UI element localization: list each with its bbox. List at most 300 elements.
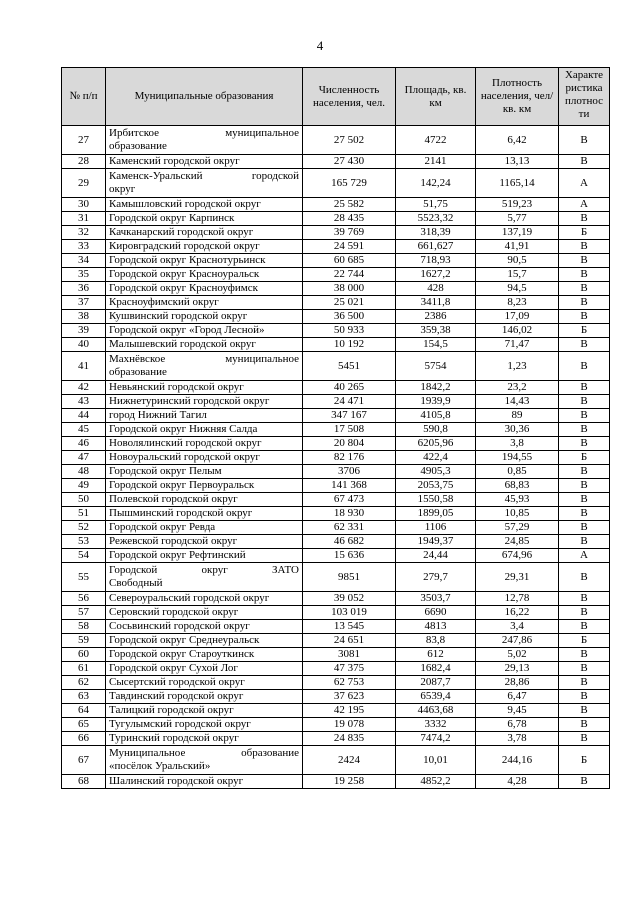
row-number-cell: 36 <box>62 282 106 296</box>
table-row <box>62 521 610 535</box>
area-cell: 3503,7 <box>396 592 476 606</box>
density-cell: 10,85 <box>476 507 559 521</box>
characteristic-cell: В <box>559 648 610 662</box>
area-cell: 359,38 <box>396 324 476 338</box>
row-number-cell: 60 <box>62 648 106 662</box>
table-row <box>62 126 610 155</box>
population-cell: 50 933 <box>303 324 396 338</box>
header-characteristic: Характе ристика плотнос ти <box>559 68 610 126</box>
municipality-name-cell <box>106 169 303 198</box>
row-number-cell: 46 <box>62 437 106 451</box>
density-cell: 16,22 <box>476 606 559 620</box>
characteristic-cell: В <box>559 240 610 254</box>
density-cell: 3,4 <box>476 620 559 634</box>
row-number-cell: 49 <box>62 479 106 493</box>
density-cell: 0,85 <box>476 465 559 479</box>
table-row <box>62 775 610 789</box>
municipality-name-line-1: Ирбитское муниципальное <box>109 127 299 139</box>
table-body <box>62 126 610 789</box>
header-population: Численность населения, чел. <box>303 68 396 126</box>
municipality-name-cell: Городской округ Нижняя Салда <box>106 423 303 437</box>
density-cell: 29,31 <box>476 563 559 592</box>
municipality-name-cell: Кушвинский городской округ <box>106 310 303 324</box>
population-cell: 2424 <box>303 746 396 775</box>
density-cell: 5,02 <box>476 648 559 662</box>
municipality-name-cell: Новоуральский городской округ <box>106 451 303 465</box>
characteristic-cell: В <box>559 409 610 423</box>
row-number-cell: 44 <box>62 409 106 423</box>
row-number-cell: 38 <box>62 310 106 324</box>
population-cell: 5451 <box>303 352 396 381</box>
density-cell: 9,45 <box>476 704 559 718</box>
row-number-cell: 65 <box>62 718 106 732</box>
area-cell: 6690 <box>396 606 476 620</box>
density-cell: 29,13 <box>476 662 559 676</box>
density-cell: 14,43 <box>476 395 559 409</box>
municipality-name-cell: Красноуфимский округ <box>106 296 303 310</box>
characteristic-cell: В <box>559 212 610 226</box>
density-cell: 247,86 <box>476 634 559 648</box>
density-cell: 12,78 <box>476 592 559 606</box>
density-cell: 57,29 <box>476 521 559 535</box>
row-number-cell: 52 <box>62 521 106 535</box>
density-cell: 15,7 <box>476 268 559 282</box>
characteristic-cell: В <box>559 338 610 352</box>
row-number-cell: 48 <box>62 465 106 479</box>
population-cell: 10 192 <box>303 338 396 352</box>
density-cell: 3,78 <box>476 732 559 746</box>
row-number-cell: 35 <box>62 268 106 282</box>
population-cell: 62 331 <box>303 521 396 535</box>
area-cell: 1106 <box>396 521 476 535</box>
table-row <box>62 155 610 169</box>
characteristic-cell: В <box>559 493 610 507</box>
table-row <box>62 606 610 620</box>
table-row <box>62 549 610 563</box>
density-cell: 1,23 <box>476 352 559 381</box>
header-area: Площадь, кв. км <box>396 68 476 126</box>
characteristic-cell: В <box>559 126 610 155</box>
population-cell: 37 623 <box>303 690 396 704</box>
density-cell: 146,02 <box>476 324 559 338</box>
municipality-name-cell: Городской округ Рефтинский <box>106 549 303 563</box>
row-number-cell: 41 <box>62 352 106 381</box>
area-cell: 6205,96 <box>396 437 476 451</box>
density-cell: 94,5 <box>476 282 559 296</box>
population-cell: 141 368 <box>303 479 396 493</box>
population-cell: 62 753 <box>303 676 396 690</box>
density-cell: 1165,14 <box>476 169 559 198</box>
table-row <box>62 690 610 704</box>
characteristic-cell: В <box>559 690 610 704</box>
characteristic-cell: Б <box>559 634 610 648</box>
table-row <box>62 296 610 310</box>
municipality-name-cell: Тугулымский городской округ <box>106 718 303 732</box>
area-cell: 718,93 <box>396 254 476 268</box>
population-cell: 17 508 <box>303 423 396 437</box>
characteristic-cell: В <box>559 521 610 535</box>
header-municipality: Муниципальные образования <box>106 68 303 126</box>
density-cell: 45,93 <box>476 493 559 507</box>
characteristic-cell: В <box>559 155 610 169</box>
municipality-name-cell: Сысертский городской округ <box>106 676 303 690</box>
characteristic-cell: В <box>559 592 610 606</box>
density-cell: 23,2 <box>476 381 559 395</box>
population-cell: 27 502 <box>303 126 396 155</box>
municipality-name-cell <box>106 563 303 592</box>
characteristic-cell: А <box>559 549 610 563</box>
population-cell: 42 195 <box>303 704 396 718</box>
table-row <box>62 465 610 479</box>
area-cell: 1550,58 <box>396 493 476 507</box>
characteristic-cell: В <box>559 718 610 732</box>
table-row <box>62 310 610 324</box>
municipality-name-cell: Качканарский городской округ <box>106 226 303 240</box>
characteristic-cell: В <box>559 254 610 268</box>
characteristic-cell: Б <box>559 451 610 465</box>
municipality-name-cell <box>106 126 303 155</box>
density-cell: 89 <box>476 409 559 423</box>
municipality-name-cell: Малышевский городской округ <box>106 338 303 352</box>
characteristic-cell: А <box>559 169 610 198</box>
population-cell: 40 265 <box>303 381 396 395</box>
municipality-name-cell: Городской округ Красноуфимск <box>106 282 303 296</box>
density-cell: 13,13 <box>476 155 559 169</box>
characteristic-cell: В <box>559 395 610 409</box>
row-number-cell: 34 <box>62 254 106 268</box>
population-cell: 67 473 <box>303 493 396 507</box>
municipality-name-line-2: «посёлок Уральский» <box>109 760 211 772</box>
characteristic-cell: Б <box>559 226 610 240</box>
area-cell: 142,24 <box>396 169 476 198</box>
table-row <box>62 592 610 606</box>
table-row <box>62 634 610 648</box>
area-cell: 1842,2 <box>396 381 476 395</box>
area-cell: 5523,32 <box>396 212 476 226</box>
area-cell: 7474,2 <box>396 732 476 746</box>
area-cell: 4463,68 <box>396 704 476 718</box>
row-number-cell: 54 <box>62 549 106 563</box>
population-cell: 3706 <box>303 465 396 479</box>
population-cell: 28 435 <box>303 212 396 226</box>
characteristic-cell: В <box>559 676 610 690</box>
density-cell: 68,83 <box>476 479 559 493</box>
area-cell: 2087,7 <box>396 676 476 690</box>
table-row <box>62 169 610 198</box>
table-row <box>62 395 610 409</box>
table-row <box>62 507 610 521</box>
area-cell: 154,5 <box>396 338 476 352</box>
characteristic-cell: В <box>559 563 610 592</box>
area-cell: 1899,05 <box>396 507 476 521</box>
table-row <box>62 648 610 662</box>
municipality-name-cell: Городской округ Среднеуральск <box>106 634 303 648</box>
row-number-cell: 50 <box>62 493 106 507</box>
table-row <box>62 254 610 268</box>
table-row <box>62 198 610 212</box>
density-cell: 519,23 <box>476 198 559 212</box>
table-header-row <box>62 68 610 126</box>
area-cell: 4905,3 <box>396 465 476 479</box>
table-row <box>62 704 610 718</box>
area-cell: 428 <box>396 282 476 296</box>
municipality-name-cell: Каменский городской округ <box>106 155 303 169</box>
characteristic-cell: В <box>559 296 610 310</box>
municipality-name-line-2: Свободный <box>109 577 163 589</box>
population-cell: 24 651 <box>303 634 396 648</box>
municipality-name-line-1: Махнёвское муниципальное <box>109 353 299 365</box>
population-cell: 165 729 <box>303 169 396 198</box>
row-number-cell: 61 <box>62 662 106 676</box>
table-row <box>62 746 610 775</box>
table-row <box>62 268 610 282</box>
area-cell: 1627,2 <box>396 268 476 282</box>
density-cell: 41,91 <box>476 240 559 254</box>
municipality-name-cell: Городской округ Первоуральск <box>106 479 303 493</box>
row-number-cell: 64 <box>62 704 106 718</box>
table-row <box>62 620 610 634</box>
municipality-name-cell: Городской округ Сухой Лог <box>106 662 303 676</box>
area-cell: 661,627 <box>396 240 476 254</box>
characteristic-cell: В <box>559 381 610 395</box>
area-cell: 5754 <box>396 352 476 381</box>
row-number-cell: 63 <box>62 690 106 704</box>
area-cell: 4722 <box>396 126 476 155</box>
municipality-name-line-1: Каменск-Уральский городской <box>109 170 299 182</box>
population-cell: 103 019 <box>303 606 396 620</box>
area-cell: 612 <box>396 648 476 662</box>
municipality-name-cell: Городской округ Пелым <box>106 465 303 479</box>
characteristic-cell: В <box>559 620 610 634</box>
density-cell: 674,96 <box>476 549 559 563</box>
density-cell: 137,19 <box>476 226 559 240</box>
row-number-cell: 42 <box>62 381 106 395</box>
municipality-name-cell: Городской округ Карпинск <box>106 212 303 226</box>
municipality-name-cell: Серовский городской округ <box>106 606 303 620</box>
municipality-name-cell: город Нижний Тагил <box>106 409 303 423</box>
population-cell: 3081 <box>303 648 396 662</box>
characteristic-cell: В <box>559 310 610 324</box>
municipality-name-cell: Камышловский городской округ <box>106 198 303 212</box>
area-cell: 1949,37 <box>396 535 476 549</box>
municipality-name-cell: Городской округ Староуткинск <box>106 648 303 662</box>
row-number-cell: 39 <box>62 324 106 338</box>
density-cell: 4,28 <box>476 775 559 789</box>
density-cell: 3,8 <box>476 437 559 451</box>
characteristic-cell: В <box>559 282 610 296</box>
municipality-name-cell: Невьянский городской округ <box>106 381 303 395</box>
table-row <box>62 437 610 451</box>
row-number-cell: 32 <box>62 226 106 240</box>
table-row <box>62 732 610 746</box>
area-cell: 318,39 <box>396 226 476 240</box>
population-cell: 19 258 <box>303 775 396 789</box>
characteristic-cell: В <box>559 775 610 789</box>
table-row <box>62 493 610 507</box>
area-cell: 83,8 <box>396 634 476 648</box>
header-density: Плотность населения, чел/ кв. км <box>476 68 559 126</box>
table-row <box>62 479 610 493</box>
characteristic-cell: В <box>559 732 610 746</box>
population-cell: 347 167 <box>303 409 396 423</box>
density-cell: 6,47 <box>476 690 559 704</box>
row-number-cell: 55 <box>62 563 106 592</box>
municipality-name-line-2: округ <box>109 183 136 195</box>
area-cell: 422,4 <box>396 451 476 465</box>
density-cell: 5,77 <box>476 212 559 226</box>
characteristic-cell: Б <box>559 324 610 338</box>
population-cell: 82 176 <box>303 451 396 465</box>
density-cell: 194,55 <box>476 451 559 465</box>
municipality-name-cell <box>106 746 303 775</box>
row-number-cell: 57 <box>62 606 106 620</box>
population-cell: 39 052 <box>303 592 396 606</box>
row-number-cell: 58 <box>62 620 106 634</box>
area-cell: 3411,8 <box>396 296 476 310</box>
characteristic-cell: В <box>559 606 610 620</box>
density-cell: 6,78 <box>476 718 559 732</box>
population-cell: 18 930 <box>303 507 396 521</box>
area-cell: 51,75 <box>396 198 476 212</box>
municipality-name-cell <box>106 352 303 381</box>
row-number-cell: 27 <box>62 126 106 155</box>
characteristic-cell: В <box>559 423 610 437</box>
table-row <box>62 226 610 240</box>
municipality-name-cell: Тавдинский городской округ <box>106 690 303 704</box>
density-cell: 24,85 <box>476 535 559 549</box>
row-number-cell: 29 <box>62 169 106 198</box>
row-number-cell: 59 <box>62 634 106 648</box>
population-cell: 27 430 <box>303 155 396 169</box>
municipality-name-cell: Городской округ Ревда <box>106 521 303 535</box>
municipality-name-line-2: образование <box>109 366 167 378</box>
municipality-name-cell: Полевской городской округ <box>106 493 303 507</box>
area-cell: 1939,9 <box>396 395 476 409</box>
row-number-cell: 47 <box>62 451 106 465</box>
municipality-name-cell: Городской округ «Город Лесной» <box>106 324 303 338</box>
area-cell: 4852,2 <box>396 775 476 789</box>
population-cell: 20 804 <box>303 437 396 451</box>
density-cell: 90,5 <box>476 254 559 268</box>
characteristic-cell: В <box>559 704 610 718</box>
row-number-cell: 30 <box>62 198 106 212</box>
area-cell: 1682,4 <box>396 662 476 676</box>
table-row <box>62 662 610 676</box>
table-row <box>62 212 610 226</box>
row-number-cell: 45 <box>62 423 106 437</box>
population-cell: 36 500 <box>303 310 396 324</box>
population-cell: 22 744 <box>303 268 396 282</box>
population-cell: 47 375 <box>303 662 396 676</box>
population-cell: 25 021 <box>303 296 396 310</box>
row-number-cell: 67 <box>62 746 106 775</box>
area-cell: 2141 <box>396 155 476 169</box>
population-cell: 13 545 <box>303 620 396 634</box>
municipality-name-cell: Нижнетуринский городской округ <box>106 395 303 409</box>
population-cell: 24 591 <box>303 240 396 254</box>
population-cell: 38 000 <box>303 282 396 296</box>
density-cell: 17,09 <box>476 310 559 324</box>
row-number-cell: 43 <box>62 395 106 409</box>
population-cell: 15 636 <box>303 549 396 563</box>
table-row <box>62 718 610 732</box>
density-cell: 28,86 <box>476 676 559 690</box>
characteristic-cell: В <box>559 465 610 479</box>
characteristic-cell: В <box>559 507 610 521</box>
municipality-name-line-1: Городской округ ЗАТО <box>109 564 299 576</box>
characteristic-cell: А <box>559 198 610 212</box>
table-row <box>62 409 610 423</box>
municipality-name-cell: Туринский городской округ <box>106 732 303 746</box>
characteristic-cell: В <box>559 535 610 549</box>
row-number-cell: 53 <box>62 535 106 549</box>
page-number: 4 <box>316 38 324 53</box>
characteristic-cell: В <box>559 662 610 676</box>
characteristic-cell: В <box>559 437 610 451</box>
table-row <box>62 240 610 254</box>
row-number-cell: 66 <box>62 732 106 746</box>
density-cell: 71,47 <box>476 338 559 352</box>
density-cell: 6,42 <box>476 126 559 155</box>
municipality-name-cell: Пышминский городской округ <box>106 507 303 521</box>
row-number-cell: 40 <box>62 338 106 352</box>
municipalities-table <box>61 67 610 789</box>
population-cell: 24 835 <box>303 732 396 746</box>
municipality-name-cell: Городской округ Красноуральск <box>106 268 303 282</box>
table-row <box>62 381 610 395</box>
area-cell: 4813 <box>396 620 476 634</box>
row-number-cell: 31 <box>62 212 106 226</box>
table-row <box>62 282 610 296</box>
population-cell: 46 682 <box>303 535 396 549</box>
municipality-name-cell: Новолялинский городской округ <box>106 437 303 451</box>
row-number-cell: 68 <box>62 775 106 789</box>
table-row <box>62 563 610 592</box>
population-cell: 19 078 <box>303 718 396 732</box>
density-cell: 8,23 <box>476 296 559 310</box>
area-cell: 4105,8 <box>396 409 476 423</box>
population-cell: 24 471 <box>303 395 396 409</box>
table-row <box>62 676 610 690</box>
density-cell: 30,36 <box>476 423 559 437</box>
municipality-name-cell: Кировградский городской округ <box>106 240 303 254</box>
area-cell: 2053,75 <box>396 479 476 493</box>
row-number-cell: 33 <box>62 240 106 254</box>
area-cell: 590,8 <box>396 423 476 437</box>
area-cell: 6539,4 <box>396 690 476 704</box>
municipality-name-line-2: образование <box>109 140 167 152</box>
row-number-cell: 28 <box>62 155 106 169</box>
area-cell: 279,7 <box>396 563 476 592</box>
area-cell: 3332 <box>396 718 476 732</box>
population-cell: 60 685 <box>303 254 396 268</box>
table-row <box>62 352 610 381</box>
row-number-cell: 51 <box>62 507 106 521</box>
characteristic-cell: В <box>559 352 610 381</box>
table-row <box>62 535 610 549</box>
characteristic-cell: В <box>559 479 610 493</box>
area-cell: 2386 <box>396 310 476 324</box>
table-row <box>62 451 610 465</box>
municipality-name-line-1: Муниципальное образование <box>109 747 299 759</box>
population-cell: 9851 <box>303 563 396 592</box>
population-cell: 39 769 <box>303 226 396 240</box>
row-number-cell: 62 <box>62 676 106 690</box>
area-cell: 24,44 <box>396 549 476 563</box>
municipality-name-cell: Режевской городской округ <box>106 535 303 549</box>
row-number-cell: 56 <box>62 592 106 606</box>
municipality-name-cell: Сосьвинский городской округ <box>106 620 303 634</box>
